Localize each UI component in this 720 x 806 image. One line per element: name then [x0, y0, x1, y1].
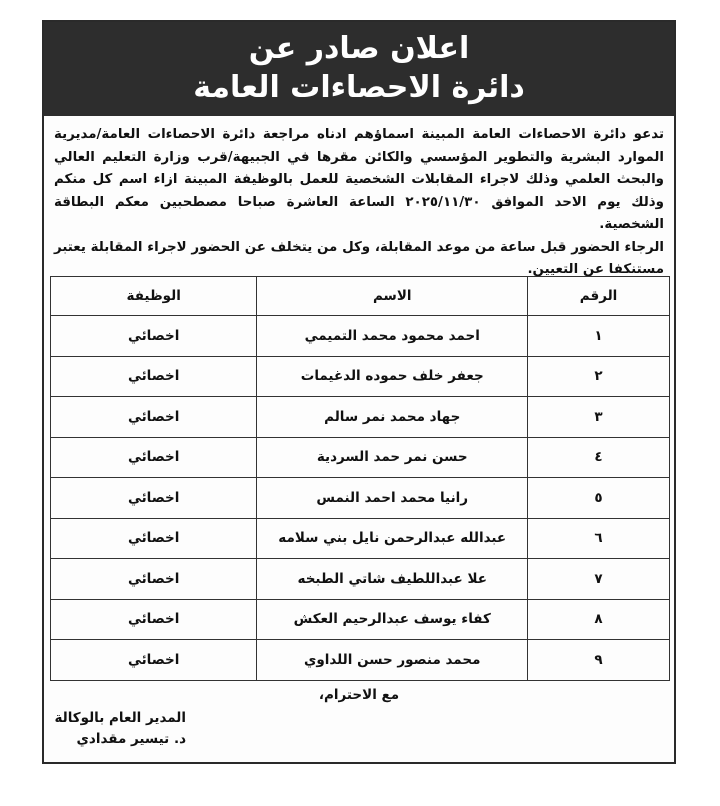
header-line-1: اعلان صادر عن [248, 31, 470, 66]
row-number: ١ [528, 316, 670, 357]
header-job: الوظيفة [51, 277, 257, 316]
row-name: كفاء يوسف عبدالرحيم العكش [257, 599, 528, 640]
signature-title: المدير العام بالوكالة [54, 710, 186, 726]
intro-paragraph-1: تدعو دائرة الاحصاءات العامة المبينة اسماؤهم ادناه مراجعة دائرة الاحصاءات العامة/مديرية الموارد البشرية والتطوير المؤسسي والكائن مقرها في الجبيهة/قرب وزارة التعليم العالي والبحث العلمي وذلك لاجراء المقابلات الشخصية للعمل بالوظيفة المبينة ازاء اسم كل منكم وذلك يوم الاحد الموافق ٢٠٢٥/١١/٣٠ الساعة العاشرة صباحا مصطحبين معكم البطاقة الشخصية. [54, 127, 664, 232]
signature-name: د. تيسير مقدادي [76, 731, 186, 747]
row-job: اخصائي [51, 437, 257, 478]
table-row [51, 397, 670, 438]
row-name: جهاد محمد نمر سالم [257, 397, 528, 438]
row-number: ٩ [528, 640, 670, 681]
table-header-row [51, 277, 670, 316]
row-name: رانيا محمد احمد النمس [257, 478, 528, 519]
announcement-header [44, 22, 674, 116]
row-name: جعفر خلف حموده الدغيمات [257, 356, 528, 397]
table-row [51, 640, 670, 681]
row-number: ٦ [528, 518, 670, 559]
row-job: اخصائي [51, 356, 257, 397]
table-row [51, 599, 670, 640]
row-number: ٤ [528, 437, 670, 478]
row-name: احمد محمود محمد التميمي [257, 316, 528, 357]
row-number: ٨ [528, 599, 670, 640]
row-job: اخصائي [51, 640, 257, 681]
header-name: الاسم [257, 277, 528, 316]
row-name: حسن نمر حمد السردية [257, 437, 528, 478]
row-job: اخصائي [51, 518, 257, 559]
closing-text: مع الاحترام، [318, 687, 400, 703]
table-row [51, 356, 670, 397]
row-job: اخصائي [51, 559, 257, 600]
row-job: اخصائي [51, 599, 257, 640]
header-line-2: دائرة الاحصاءات العامة [193, 70, 525, 105]
row-number: ٧ [528, 559, 670, 600]
table-row [51, 437, 670, 478]
row-number: ٥ [528, 478, 670, 519]
signature-block [54, 708, 186, 750]
candidates-table [50, 276, 670, 681]
table-row [51, 316, 670, 357]
header-number: الرقم [528, 277, 670, 316]
table-row [51, 518, 670, 559]
row-name: محمد منصور حسن اللداوي [257, 640, 528, 681]
row-number: ٣ [528, 397, 670, 438]
table-row [51, 559, 670, 600]
row-name: عبدالله عبدالرحمن نايل بني سلامه [257, 518, 528, 559]
row-job: اخصائي [51, 478, 257, 519]
announcement-frame [42, 20, 676, 764]
row-job: اخصائي [51, 397, 257, 438]
table-row [51, 478, 670, 519]
row-number: ٢ [528, 356, 670, 397]
intro-paragraph-2: الرجاء الحضور قبل ساعة من موعد المقابلة، وكل من يتخلف عن الحضور لاجراء المقابلة يعتبر مستنكفا عن التعيين. [54, 239, 664, 277]
row-name: علا عبداللطيف شاتي الطبخه [257, 559, 528, 600]
row-job: اخصائي [51, 316, 257, 357]
intro-text [44, 116, 674, 282]
